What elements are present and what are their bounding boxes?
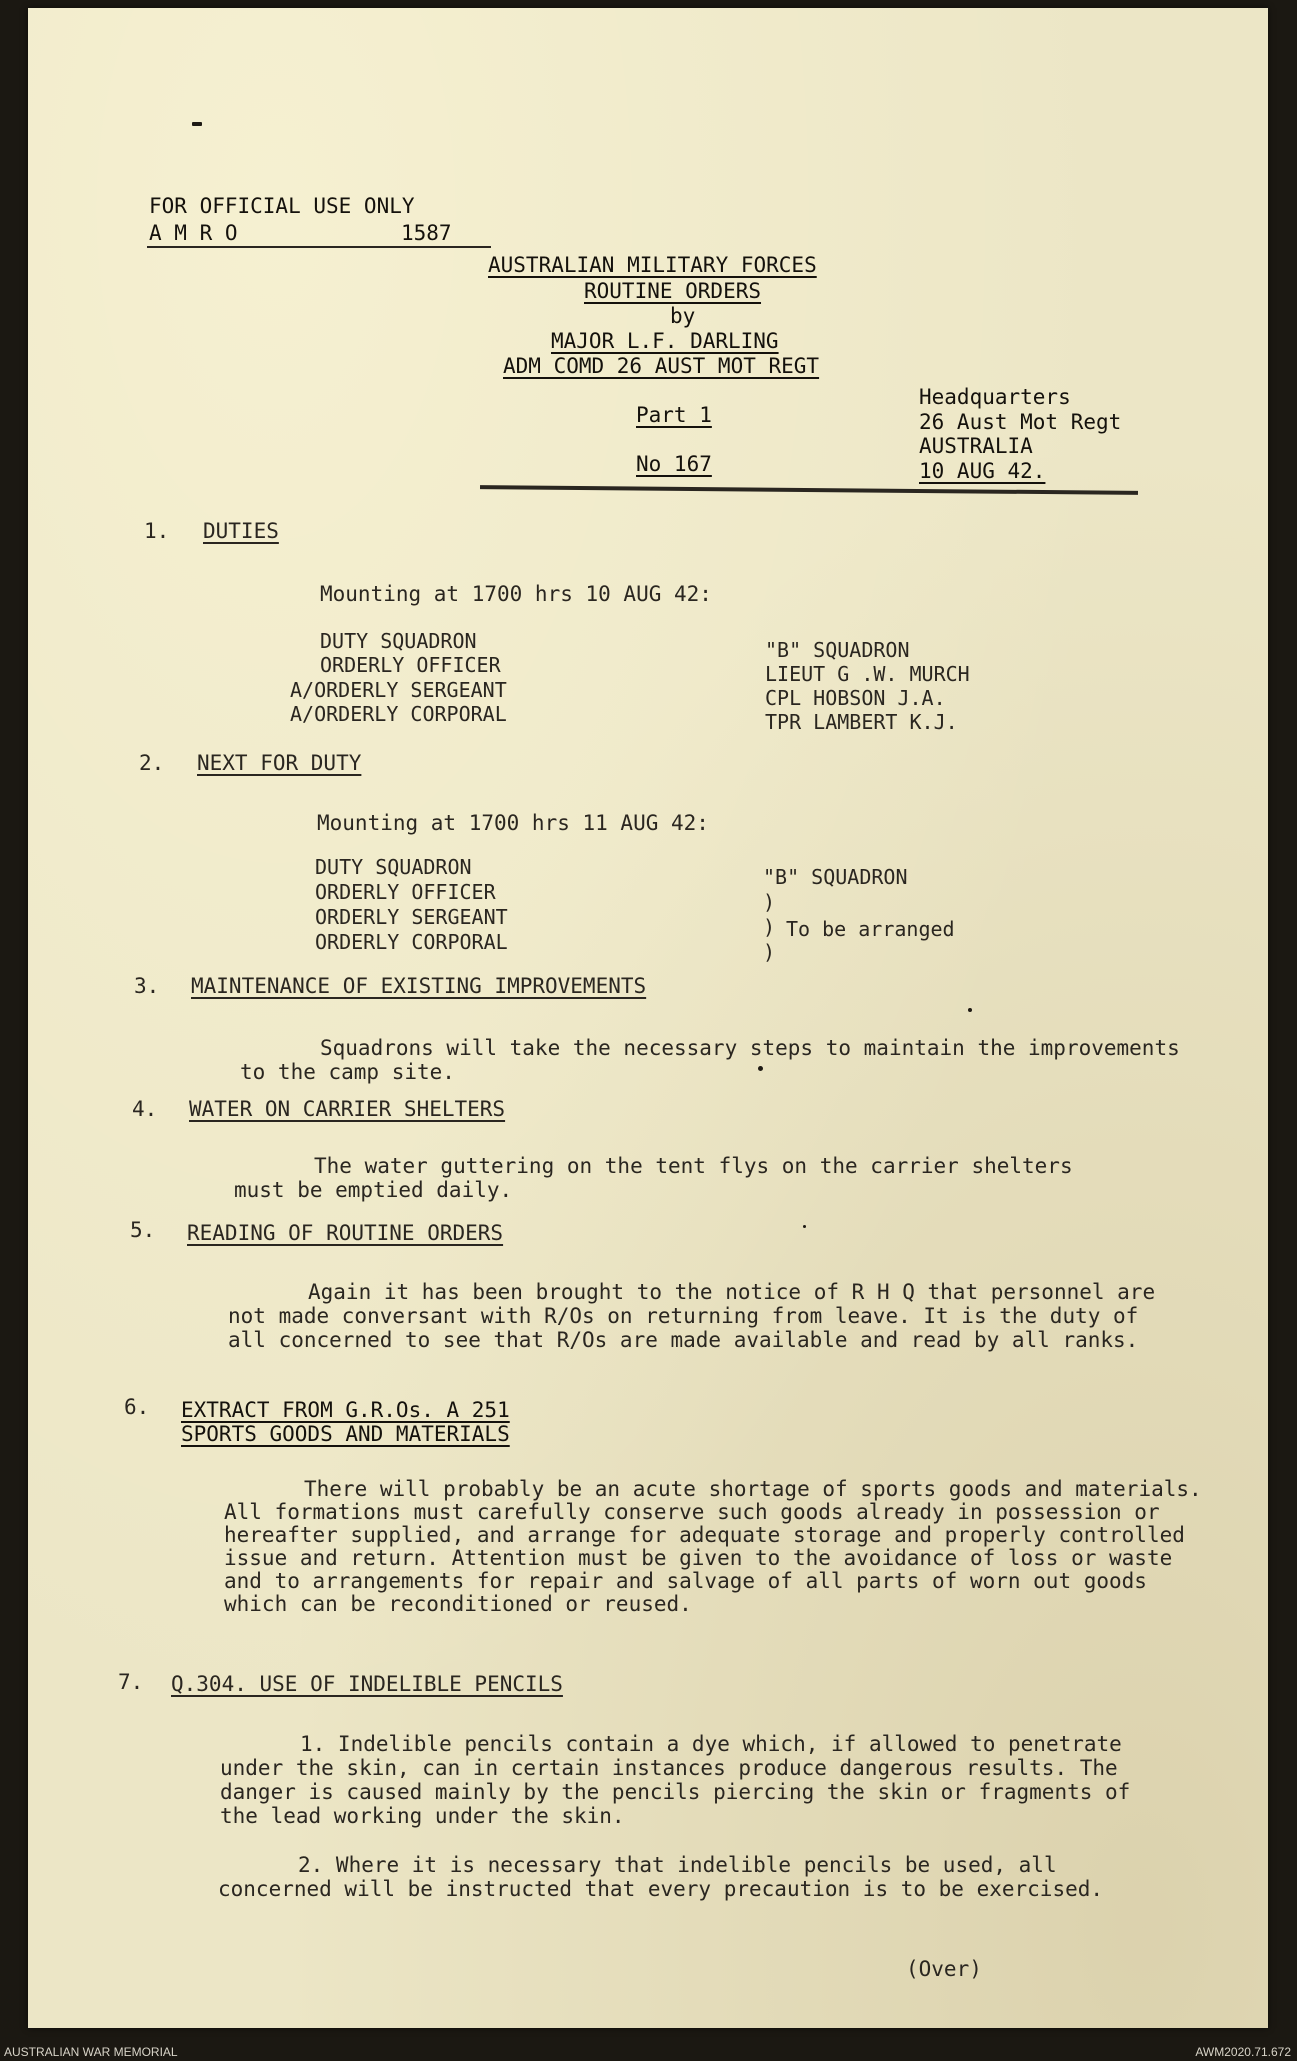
document-page bbox=[28, 8, 1268, 2028]
title-line-2: ROUTINE ORDERS bbox=[584, 279, 762, 303]
duty-name: "B" SQUADRON bbox=[765, 638, 910, 662]
section-6-title-2: SPORTS GOODS AND MATERIALS bbox=[181, 1422, 510, 1446]
section-4-body: The water guttering on the tent flys on the carrier shelters must be emptied daily. bbox=[234, 1154, 1073, 1202]
section-5-body: Again it has been brought to the notice of R H Q that personnel are not made conversant with R/Os on returning from leave. It is the duty of all concerned to see that R/Os are made available and read by all ranks. bbox=[228, 1280, 1156, 1352]
next-duty-role: ORDERLY CORPORAL bbox=[315, 930, 508, 954]
duty-role: A/ORDERLY SERGEANT bbox=[290, 678, 507, 702]
title-line-1: AUSTRALIAN MILITARY FORCES bbox=[488, 253, 817, 277]
title-line-4: MAJOR L.F. DARLING bbox=[551, 329, 779, 353]
duty-role: A/ORDERLY CORPORAL bbox=[290, 702, 507, 726]
footer-reference: AWM2020.71.672 bbox=[1195, 2045, 1291, 2059]
section-7-title: Q.304. USE OF INDELIBLE PENCILS bbox=[171, 1672, 563, 1696]
section-7-number: 7. bbox=[118, 1670, 144, 1694]
section-6-title-1: EXTRACT FROM G.R.Os. A 251 bbox=[181, 1398, 510, 1422]
title-rule bbox=[480, 485, 1138, 495]
section-3-body: Squadrons will take the necessary steps to maintain the improvements to the camp site. bbox=[240, 1036, 1180, 1084]
duty-role: ORDERLY OFFICER bbox=[320, 653, 501, 677]
next-duty-squadron: "B" SQUADRON bbox=[763, 865, 908, 889]
section-2-title: NEXT FOR DUTY bbox=[197, 751, 362, 775]
section-2-intro: Mounting at 1700 hrs 11 AUG 42: bbox=[317, 811, 709, 835]
duty-name: CPL HOBSON J.A. bbox=[765, 686, 946, 710]
section-2-number: 2. bbox=[139, 751, 165, 775]
bracket: ) bbox=[763, 940, 776, 964]
section-7-body-2: 2. Where it is necessary that indelible pencils be used, all concerned will be instructed that every precaution is to be exercised. bbox=[218, 1853, 1104, 1901]
section-3-number: 3. bbox=[134, 974, 160, 998]
header-rule bbox=[147, 246, 491, 248]
hq-date: 10 AUG 42. bbox=[919, 459, 1046, 483]
next-duty-role: DUTY SQUADRON bbox=[315, 855, 472, 879]
next-duty-role: ORDERLY OFFICER bbox=[315, 880, 496, 904]
amro-label: A M R O bbox=[149, 221, 238, 245]
title-line-3: by bbox=[670, 304, 696, 328]
over-note: (Over) bbox=[906, 1957, 982, 1981]
section-7-body-1: 1. Indelible pencils contain a dye which, if allowed to penetrate under the skin, can in certain instances produce dangerous results. The danger is caused mainly by the pencils piercing the skin or fragments of the lead working under the skin. bbox=[220, 1732, 1131, 1828]
footer-source: AUSTRALIAN WAR MEMORIAL bbox=[4, 2045, 178, 2059]
amro-number: 1587 bbox=[401, 221, 452, 245]
duty-name: TPR LAMBERT K.J. bbox=[765, 710, 958, 734]
bracket: ) bbox=[763, 915, 776, 939]
order-number: No 167 bbox=[636, 452, 712, 476]
bracket: ) bbox=[763, 890, 776, 914]
section-5-number: 5. bbox=[130, 1218, 156, 1242]
section-3-title: MAINTENANCE OF EXISTING IMPROVEMENTS bbox=[191, 974, 647, 998]
ink-mark bbox=[803, 1225, 806, 1228]
duty-name: LIEUT G .W. MURCH bbox=[765, 662, 970, 686]
hq-line-3: AUSTRALIA bbox=[919, 434, 1033, 458]
section-4-title: WATER ON CARRIER SHELTERS bbox=[189, 1097, 506, 1121]
ink-mark bbox=[192, 122, 202, 126]
section-1-number: 1. bbox=[144, 519, 170, 543]
section-6-body: There will probably be an acute shortage of sports goods and materials. All formations must carefully conserve such goods already in possession or hereafter supplied, and arrange for adequate storage and properly controlled issue and return. Attention must be given to the avoidance of loss or waste and to arrangements for repair and salvage of all parts of worn out goods which can be reconditioned or reused. bbox=[224, 1477, 1202, 1616]
archive-footer bbox=[0, 2042, 1297, 2061]
ink-mark bbox=[968, 1008, 972, 1012]
section-6-number: 6. bbox=[124, 1395, 150, 1419]
title-line-5: ADM COMD 26 AUST MOT REGT bbox=[503, 354, 820, 378]
duty-role: DUTY SQUADRON bbox=[320, 629, 477, 653]
section-1-title: DUTIES bbox=[203, 519, 279, 543]
hq-line-2: 26 Aust Mot Regt bbox=[919, 410, 1122, 434]
section-1-intro: Mounting at 1700 hrs 10 AUG 42: bbox=[320, 582, 712, 606]
part-label: Part 1 bbox=[636, 403, 712, 427]
hq-line-1: Headquarters bbox=[919, 385, 1071, 409]
to-be-arranged: To be arranged bbox=[786, 917, 955, 941]
next-duty-role: ORDERLY SERGEANT bbox=[315, 905, 508, 929]
section-4-number: 4. bbox=[132, 1097, 158, 1121]
section-5-title: READING OF ROUTINE ORDERS bbox=[187, 1221, 504, 1245]
classification-line: FOR OFFICIAL USE ONLY bbox=[149, 194, 415, 218]
